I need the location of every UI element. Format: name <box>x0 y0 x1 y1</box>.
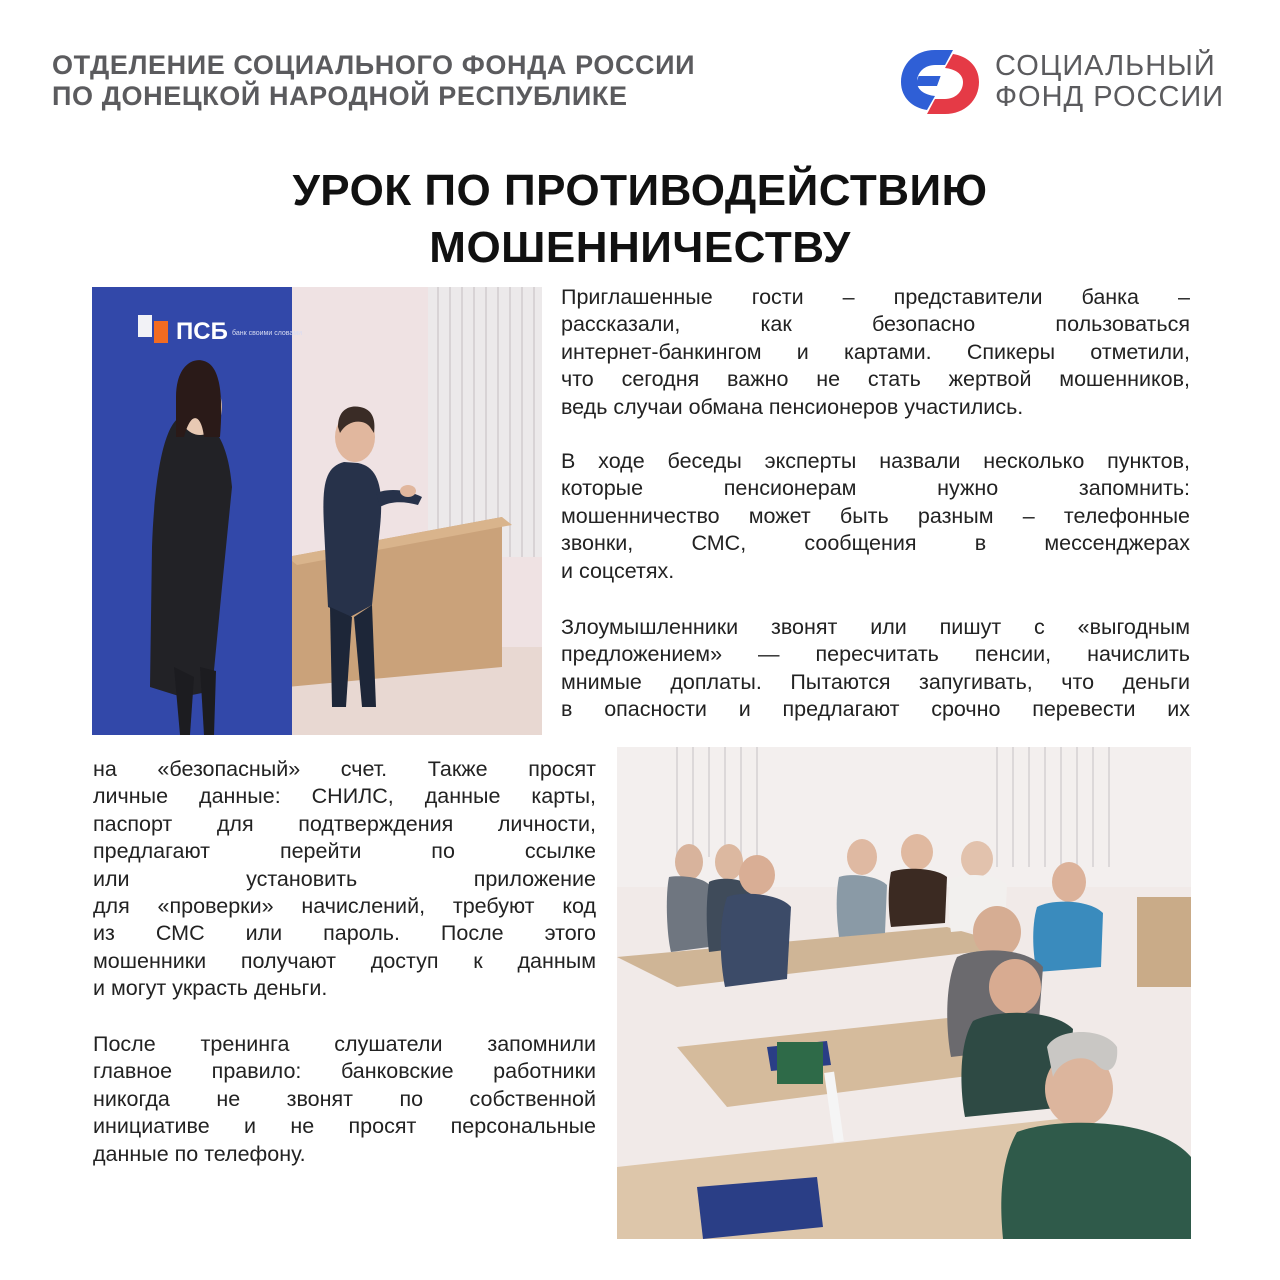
text-line: паспорт для подтверждения личности, <box>93 811 596 836</box>
text-line: предлагают перейти по ссылке <box>93 839 596 864</box>
text-line: на «безопасный» счет. Также просят <box>93 757 596 781</box>
paragraph-1 <box>561 284 1190 421</box>
text-line: или установить приложение <box>93 866 596 891</box>
sfr-logo-icon <box>895 42 985 122</box>
banner-text: ПСБ <box>176 318 228 345</box>
text-line: мнимые доплаты. Пытаются запугивать, что деньги <box>561 669 1190 694</box>
speakers-photo <box>92 287 542 735</box>
banner-subtext: банк своими словами <box>232 330 303 337</box>
text-line: После тренинга слушатели запомнили <box>93 1032 596 1056</box>
audience-photo <box>617 747 1191 1239</box>
paragraph-4 <box>93 756 596 1003</box>
text-line: В ходе беседы эксперты назвали несколько пунктов, <box>561 449 1190 473</box>
text-line: в опасности и предлагают срочно перевести их <box>561 697 1190 722</box>
organization-name <box>52 50 695 112</box>
text-line: предложением» — пересчитать пенсии, начислить <box>561 642 1190 667</box>
text-line: данные по телефону. <box>93 1141 306 1166</box>
text-line: ведь случаи обмана пенсионеров участились. <box>561 394 1024 419</box>
logo-line-1: СОЦИАЛЬНЫЙ <box>995 50 1216 82</box>
text-line: главное правило: банковские работники <box>93 1059 596 1084</box>
text-line: которые пенсионерам нужно запомнить: <box>561 476 1190 501</box>
page-title <box>0 162 1280 276</box>
paragraph-3 <box>561 614 1190 724</box>
text-line: что сегодня важно не стать жертвой мошенников, <box>561 367 1190 392</box>
sfr-logo <box>895 42 1235 122</box>
text-line: инициативе и не просят персональные <box>93 1114 596 1139</box>
text-line: и соцсетях. <box>561 558 675 583</box>
paragraph-5 <box>93 1031 596 1168</box>
logo-line-2: ФОНД РОССИИ <box>995 81 1225 113</box>
logo-text <box>995 51 1224 113</box>
text-line: мошенники получают доступ к данным <box>93 948 596 973</box>
text-line: никогда не звонят по собственной <box>93 1086 596 1111</box>
title-line-2: МОШЕННИЧЕСТВУ <box>429 223 851 272</box>
text-line: из СМС или пароль. После этого <box>93 921 596 946</box>
text-line: Приглашенные гости – представители банка – <box>561 285 1190 309</box>
org-line-2: ПО ДОНЕЦКОЙ НАРОДНОЙ РЕСПУБЛИКЕ <box>52 81 628 111</box>
title-line-1: УРОК ПО ПРОТИВОДЕЙСТВИЮ <box>292 166 988 215</box>
text-line: звонки, СМС, сообщения в мессенджерах <box>561 531 1190 556</box>
paragraph-2 <box>561 448 1190 585</box>
org-line-1: ОТДЕЛЕНИЕ СОЦИАЛЬНОГО ФОНДА РОССИИ <box>52 50 696 80</box>
text-line: для «проверки» начислений, требуют код <box>93 894 596 919</box>
text-line: интернет-банкингом и картами. Спикеры отметили, <box>561 339 1190 364</box>
text-line: и могут украсть деньги. <box>93 976 328 1001</box>
text-line: мошенничество может быть разным – телефонные <box>561 503 1190 528</box>
text-line: Злоумышленники звонят или пишут с «выгодным <box>561 615 1190 639</box>
text-line: личные данные: СНИЛС, данные карты, <box>93 784 596 809</box>
text-line: рассказали, как безопасно пользоваться <box>561 312 1190 337</box>
